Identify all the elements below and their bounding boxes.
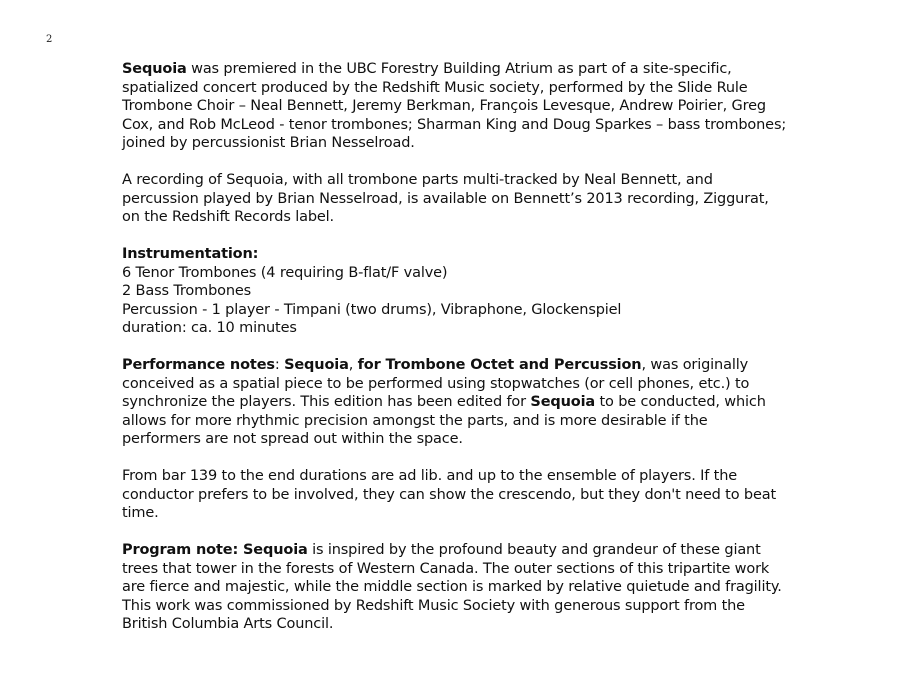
paragraph-gap: [122, 523, 787, 542]
page-number: 2: [46, 34, 53, 45]
paragraph-gap: [122, 338, 787, 357]
performance-notes-title-inline: Sequoia: [530, 394, 596, 410]
premiere-title: Sequoia: [122, 61, 187, 77]
performance-notes-paragraph: Performance notes: Sequoia, for Trombone Octet and Percussion, was originally conceived as a spatial piece to be performed using stopwatches (or cell phones, etc.) to synchronize the players. This edition has been edited for Sequoia to be conducted, which allows for more rhythmic precision amongst the parts, and is more desirable if the performers are not spread out within the space.: [122, 357, 766, 447]
instrumentation-section: [122, 245, 787, 338]
premiere-paragraph: [122, 60, 787, 153]
performance-notes-text-end: to be conducted, which allows for more rhythmic precision amongst the parts, and is more desirable if the performers are not spread out within the space.: [122, 394, 766, 447]
instrumentation-line: 6 Tenor Trombones (4 requiring B-flat/F valve): [122, 264, 448, 281]
paragraph-gap: [122, 449, 787, 468]
instrumentation-line: Percussion - 1 player - Timpani (two drums), Vibraphone, Glockenspiel: [122, 301, 622, 318]
program-note-label: Program note: Sequoia: [122, 542, 308, 558]
performance-notes-title: Sequoia: [284, 357, 349, 373]
recording-paragraph: A recording of Sequoia, with all trombone parts multi-tracked by Neal Bennett, and percussion played by Brian Nesselroad, is available on Bennett’s 2013 recording, Ziggurat, on the Redshift Records label.: [122, 172, 769, 225]
program-note-text: is inspired by the profound beauty and grandeur of these giant trees that tower in the forests of Western Canada. The outer sections of this tripartite work are fierce and majestic, while the middle section is marked by relative quietude and fragility.: [122, 542, 782, 595]
paragraph-gap: [122, 153, 787, 172]
document-body: [122, 60, 787, 634]
instrumentation-line: 2 Bass Trombones: [122, 283, 252, 299]
paragraph-gap: [122, 227, 787, 246]
commission-paragraph: This work was commissioned by Redshift Music Society with generous support from the British Columbia Arts Council.: [122, 597, 745, 632]
duration-line: duration: ca. 10 minutes: [122, 320, 297, 336]
program-note-paragraph: [122, 541, 787, 597]
performance-notes-text: , was originally conceived as a spatial piece to be performed using stopwatches (or cell phones, etc.) to synchronize the players. This edition has been edited for: [122, 357, 750, 410]
premiere-text: was premiered in the UBC Forestry Building Atrium as part of a site-specific, spatialized concert produced by the Redshift Music society, performed by the Slide Rule Trombone Choir – Neal Bennett, Jeremy Berkman, François Levesque, Andrew Poirier, Greg Cox, and Rob McLeod - tenor trombones; Sharman King and Doug Sparkes – bass trombones; joined by percussionist Brian Nesselroad.: [122, 61, 787, 151]
instrumentation-heading: Instrumentation:: [122, 246, 259, 262]
ad-lib-paragraph: From bar 139 to the end durations are ad lib. and up to the ensemble of players. If the conductor prefers to be involved, they can show the crescendo, but they don't need to beat time.: [122, 468, 776, 521]
performance-notes-label: Performance notes: [122, 357, 275, 373]
performance-notes-subtitle: for Trombone Octet and Percussion: [357, 357, 642, 373]
